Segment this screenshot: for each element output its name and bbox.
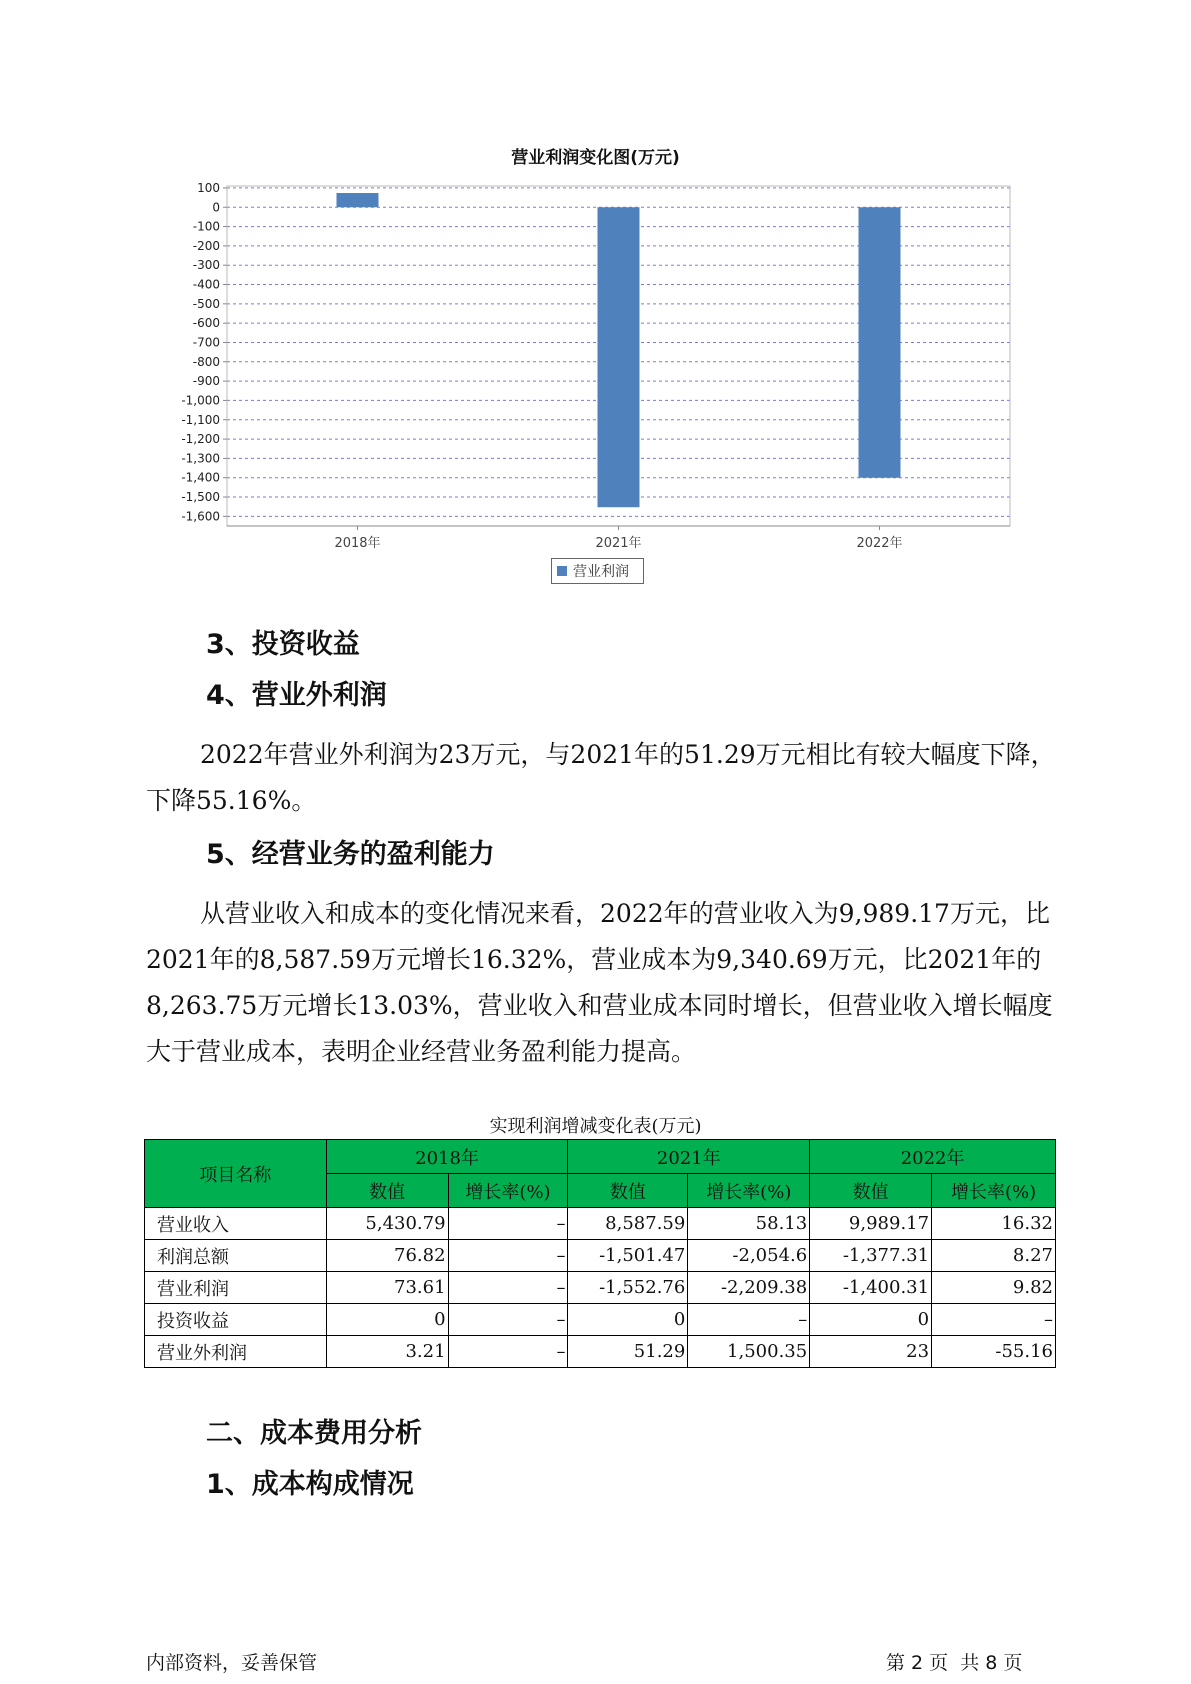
x-tick-label: 2021年 — [595, 536, 642, 551]
y-tick-label: -1,500 — [181, 490, 220, 505]
table-header-row — [145, 1140, 1056, 1174]
row-label: 营业外利润 — [145, 1336, 327, 1368]
table-cell: 16.32 — [932, 1208, 1056, 1240]
subheader-growth: 增长率(%) — [448, 1174, 568, 1208]
y-tick-label: -1,300 — [181, 451, 220, 466]
subheader-growth: 增长率(%) — [688, 1174, 810, 1208]
profit-bar-chart — [0, 0, 1191, 560]
table-cell: 8.27 — [932, 1240, 1056, 1272]
bar-2021年 — [598, 207, 640, 507]
table-cell: – — [448, 1304, 568, 1336]
table-cell: – — [932, 1304, 1056, 1336]
table-cell: 8,587.59 — [568, 1208, 688, 1240]
table-row — [145, 1336, 1056, 1368]
y-tick-label: -500 — [192, 296, 220, 311]
table-row — [145, 1272, 1056, 1304]
y-tick-label: -100 — [192, 219, 220, 234]
legend-swatch — [557, 566, 567, 576]
bar-2018年 — [337, 193, 379, 207]
table-cell: 0 — [810, 1304, 932, 1336]
table-row — [145, 1208, 1056, 1240]
bar-2022年 — [859, 207, 901, 478]
table-cell: – — [688, 1304, 810, 1336]
y-tick-label: -1,000 — [181, 393, 220, 408]
chart-bars — [337, 193, 901, 507]
profit-change-table — [144, 1139, 1056, 1368]
table-cell: 0 — [326, 1304, 448, 1336]
y-tick-label: -700 — [192, 335, 220, 350]
table-cell: 1,500.35 — [688, 1336, 810, 1368]
table-cell: – — [448, 1336, 568, 1368]
table-cell: -2,209.38 — [688, 1272, 810, 1304]
y-tick-label: -400 — [192, 277, 220, 292]
table-cell: 23 — [810, 1336, 932, 1368]
table-cell: 51.29 — [568, 1336, 688, 1368]
heading-cost-analysis: 二、成本费用分析 — [206, 1418, 422, 1449]
header-year-2018: 2018年 — [326, 1140, 568, 1174]
table-cell: -2,054.6 — [688, 1240, 810, 1272]
table-cell: – — [448, 1272, 568, 1304]
table-cell: -1,400.31 — [810, 1272, 932, 1304]
subheader-value: 数值 — [326, 1174, 448, 1208]
table-cell: 58.13 — [688, 1208, 810, 1240]
footer-confidential: 内部资料，妥善保管 — [146, 1652, 318, 1674]
table-row — [145, 1240, 1056, 1272]
paragraph-profitability: 从营业收入和成本的变化情况来看，2022年的营业收入为9,989.17万元，比2021年的8,587.59万元增长16.32%，营业成本为9,340.69万元，比2021年的8,263.75万元增长13.03%，营业收入和营业成本同时增长，但营业收入增长幅度大于营业成本，表明企业经营业务盈利能力提高。 — [146, 899, 1053, 1066]
subheader-value: 数值 — [810, 1174, 932, 1208]
row-label: 利润总额 — [145, 1240, 327, 1272]
y-tick-label: -1,100 — [181, 412, 220, 427]
table-cell: – — [448, 1240, 568, 1272]
y-tick-label: -1,400 — [181, 470, 220, 485]
table-cell: – — [448, 1208, 568, 1240]
table-cell: 73.61 — [326, 1272, 448, 1304]
table-cell: -1,501.47 — [568, 1240, 688, 1272]
table-cell: 3.21 — [326, 1336, 448, 1368]
x-tick-label: 2022年 — [856, 536, 903, 551]
header-item-name: 项目名称 — [145, 1140, 327, 1208]
heading-investment-income: 3、投资收益 — [206, 629, 360, 660]
chart-title: 营业利润变化图(万元) — [511, 148, 680, 168]
header-year-2022: 2022年 — [810, 1140, 1056, 1174]
table-cell: 5,430.79 — [326, 1208, 448, 1240]
y-tick-label: 0 — [212, 200, 220, 215]
x-tick-label: 2018年 — [334, 536, 381, 551]
row-label: 营业利润 — [145, 1272, 327, 1304]
row-label: 营业收入 — [145, 1208, 327, 1240]
table-cell: 0 — [568, 1304, 688, 1336]
y-tick-label: -600 — [192, 316, 220, 331]
heading-cost-composition: 1、成本构成情况 — [206, 1469, 414, 1500]
subheader-value: 数值 — [568, 1174, 688, 1208]
y-tick-label: -1,600 — [181, 509, 220, 524]
table-cell: -1,377.31 — [810, 1240, 932, 1272]
table-row — [145, 1304, 1056, 1336]
row-label: 投资收益 — [145, 1304, 327, 1336]
header-year-2021: 2021年 — [568, 1140, 810, 1174]
legend-label: 营业利润 — [573, 564, 629, 580]
y-tick-label: 100 — [197, 180, 220, 195]
y-tick-label: -800 — [192, 354, 220, 369]
table-cell: 76.82 — [326, 1240, 448, 1272]
y-tick-label: -300 — [192, 258, 220, 273]
subheader-growth: 增长率(%) — [932, 1174, 1056, 1208]
y-tick-label: -1,200 — [181, 432, 220, 447]
table-cell: 9,989.17 — [810, 1208, 932, 1240]
paragraph-non-operating-profit: 2022年营业外利润为23万元，与2021年的51.29万元相比有较大幅度下降，下降55.16%。 — [146, 740, 1056, 815]
table-caption: 实现利润增减变化表(万元) — [489, 1116, 702, 1137]
chart-legend — [551, 558, 644, 584]
table-cell: -55.16 — [932, 1336, 1056, 1368]
heading-non-operating-profit: 4、营业外利润 — [206, 680, 387, 711]
y-tick-label: -200 — [192, 238, 220, 253]
y-tick-label: -900 — [192, 374, 220, 389]
table-cell: 9.82 — [932, 1272, 1056, 1304]
footer-page-number: 第 2 页 共 8 页 — [886, 1652, 1023, 1674]
heading-profitability: 5、经营业务的盈利能力 — [206, 839, 495, 870]
table-cell: -1,552.76 — [568, 1272, 688, 1304]
